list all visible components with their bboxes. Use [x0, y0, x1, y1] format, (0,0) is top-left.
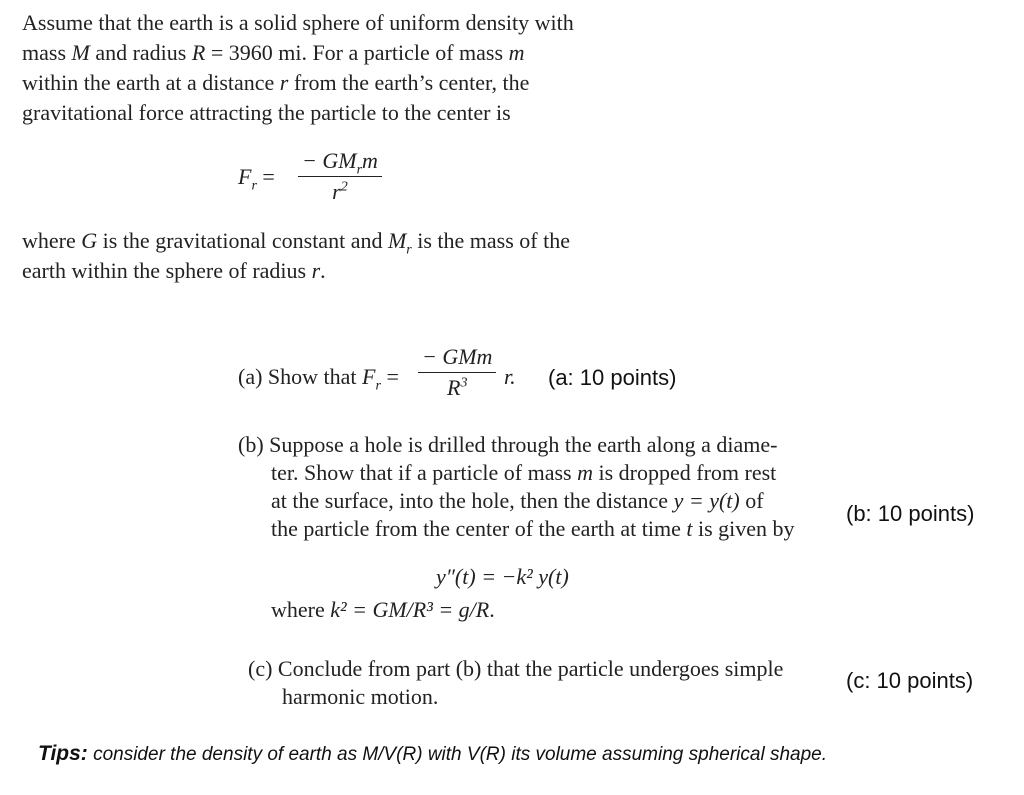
part-a-label: (a) Show that $F_r$ = — [238, 364, 399, 394]
part-b-points: (b: 10 points) — [846, 501, 975, 526]
part-c-line-1: (c) Conclude from part (b) that the particle undergoes simple — [248, 656, 784, 681]
part-b-where: where k² = GM/R³ = g/R. — [271, 597, 495, 622]
part-b-equation: y″(t) = −k² y(t) — [436, 564, 569, 589]
where-line-2: earth within the sphere of radius r. — [22, 258, 326, 283]
where-line-1: where G is the gravitational constant and $M_r$ is the mass of the — [22, 228, 570, 258]
formula-main-lhs: $F_r$ = — [238, 164, 275, 194]
tip-text: Tips: consider the density of earth as M/V(R) with V(R) its volume assuming spherical shape. — [38, 742, 827, 765]
formula-main-denominator: $r^2$ — [332, 179, 348, 204]
part-a-tail: r. — [504, 364, 516, 389]
formula-main-numerator: − $GM_rm$ — [298, 146, 382, 177]
part-a-denominator: $R^3$ — [447, 375, 468, 400]
part-b-line-2: ter. Show that if a particle of mass m is dropped from rest — [271, 460, 777, 485]
part-c-points: (c: 10 points) — [846, 668, 974, 693]
intro-line-2: mass M and radius R = 3960 mi. For a particle of mass m — [22, 40, 525, 65]
tip-label: Tips: — [38, 742, 88, 765]
part-a-numerator: − GMm — [418, 342, 496, 373]
part-b-line-3: at the surface, into the hole, then the distance y = y(t) of — [271, 488, 764, 513]
formula-main-fraction — [298, 146, 382, 207]
part-c-line-2: harmonic motion. — [282, 684, 439, 709]
part-b-line-1: (b) Suppose a hole is drilled through the earth along a diame- — [238, 432, 778, 457]
part-a-points: (a: 10 points) — [548, 365, 677, 390]
part-a-fraction — [418, 342, 496, 403]
intro-line-1: Assume that the earth is a solid sphere of uniform density with — [22, 10, 574, 35]
intro-line-4: gravitational force attracting the particle to the center is — [22, 100, 511, 125]
intro-line-3: within the earth at a distance r from the earth’s center, the — [22, 70, 530, 95]
part-b-line-4: the particle from the center of the earth at time t is given by — [271, 516, 795, 541]
